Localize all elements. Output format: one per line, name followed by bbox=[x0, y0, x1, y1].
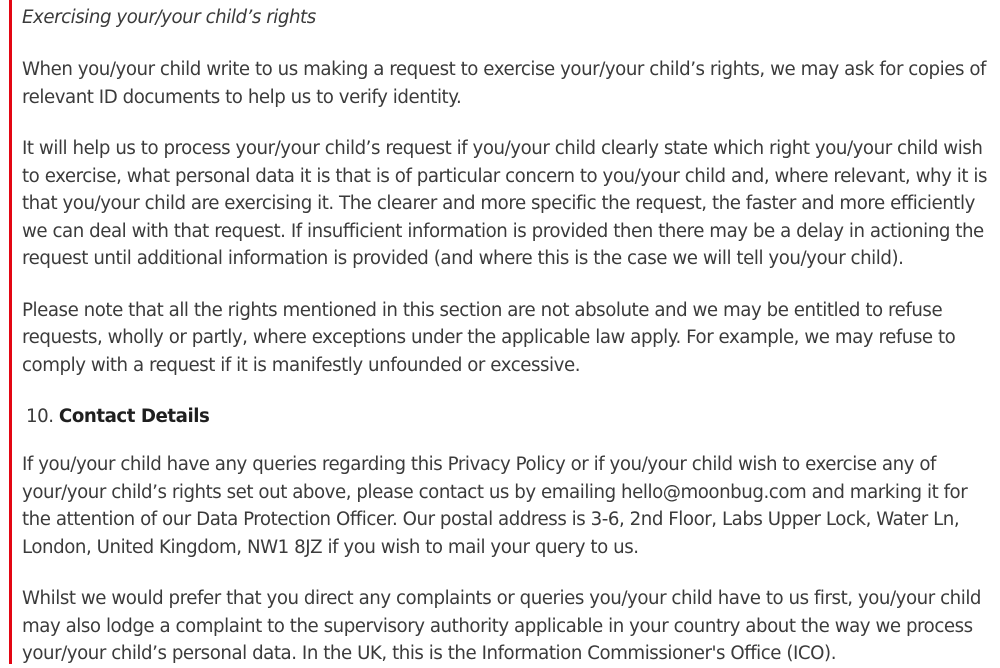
section-title: Contact Details bbox=[58, 406, 210, 427]
spacer bbox=[22, 431, 987, 451]
spacer bbox=[22, 111, 987, 135]
blockquote-accent-rule bbox=[9, 0, 12, 664]
paragraph-request-details: It will help us to process your/your child’s request if you/your child clearly state which right you/your child wish to exercise, what personal data it is that is of particular concern to you/your child and, where relevant, why it is that you/your child are exercising it. The clearer and more specific the request, the faster and more efficiently we can deal with that request. If insufficient information is provided then there may be a delay in actioning the request until additional information is provided (and where this is the case we will tell you/your child). bbox=[22, 138, 987, 269]
paragraph-rights-not-absolute: Please note that all the rights mentioned in this section are not absolute and we may be entitled to refuse requests, wholly or partly, where exceptions under the applicable law apply. For example, we may refuse to comply with a request if it is manifestly unfounded or excessive. bbox=[22, 299, 956, 376]
spacer bbox=[22, 32, 987, 56]
paragraph-contact-info: If you/your child have any queries regarding this Privacy Policy or if you/your child wish to exercise any of your/your child’s rights set out above, please contact us by emailing hello@moonbug.com and marking it for the attention of our Data Protection Officer. Our postal address is 3-6, 2nd Floor, Labs Upper Lock, Water Ln, London, United Kingdom, NW1 8JZ if you wish to mail your query to us. bbox=[22, 454, 968, 558]
spacer bbox=[22, 561, 987, 585]
rights-subheading: Exercising your/your child’s rights bbox=[22, 7, 316, 28]
spacer bbox=[22, 273, 987, 297]
paragraph-complaints: Whilst we would prefer that you direct any complaints or queries you/your child have to us first, you/your child may also lodge a complaint to the supervisory authority applicable in your country about the way we process your/your child’s personal data. In the UK, this is the Information Commissioner's Office (ICO). bbox=[22, 588, 982, 664]
paragraph-id-documents: When you/your child write to us making a request to exercise your/your child’s rights, we may ask for copies of relevant ID documents to help us to verify identity. bbox=[22, 59, 986, 108]
spacer bbox=[22, 379, 987, 403]
policy-content bbox=[22, 4, 987, 668]
section-heading-contact bbox=[22, 403, 987, 431]
section-number: 10. bbox=[26, 406, 54, 427]
